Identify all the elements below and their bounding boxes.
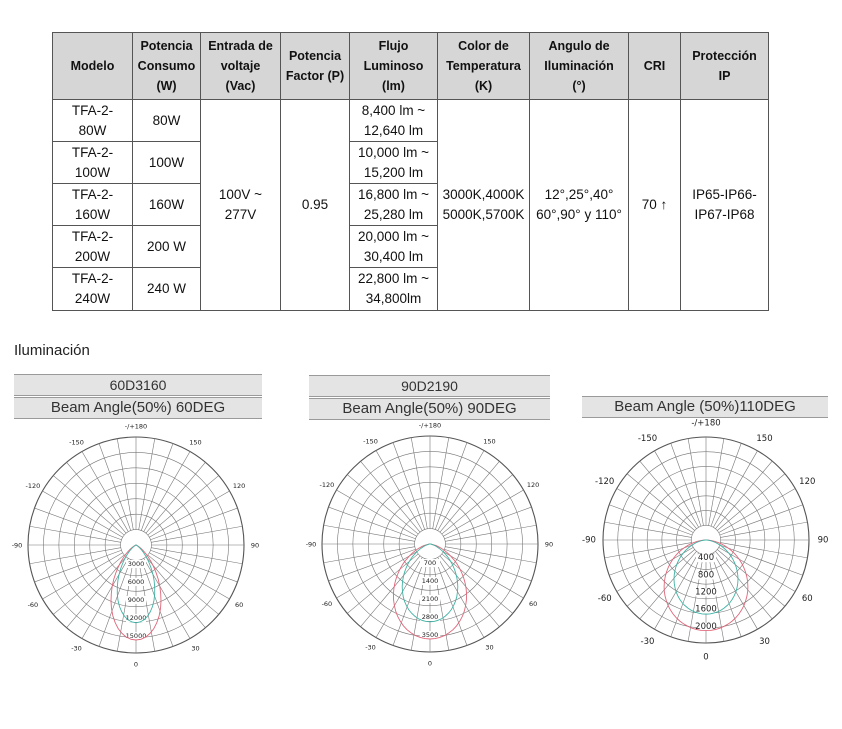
- radial-value-label: 15000: [125, 632, 147, 640]
- radial-value-label: 1400: [421, 577, 439, 585]
- grid-spoke: [717, 549, 785, 606]
- cell-voltage: 100V ~ 277V: [201, 100, 281, 311]
- angle-label: 90: [544, 540, 554, 549]
- grid-spoke: [640, 461, 697, 529]
- cell-power-factor: 0.95: [281, 100, 350, 311]
- angle-label: -150: [363, 437, 378, 446]
- cell-beam-angle: 12°,25°,40° 60°,90° y 110°: [530, 100, 629, 311]
- angle-label: 60: [528, 600, 538, 608]
- grid-spoke: [627, 474, 695, 531]
- angle-label: -120: [25, 482, 41, 490]
- cell-flux: 10,000 lm ~ 15,200 lm: [350, 142, 438, 184]
- cell-power: 160W: [133, 184, 201, 226]
- cell-power: 80W: [133, 100, 201, 142]
- beam-angle-label: Beam Angle(50%) 60DEG: [14, 397, 262, 419]
- cell-power: 100W: [133, 142, 201, 184]
- radial-value-label: 2100: [421, 595, 439, 603]
- radial-value-label: 400: [697, 553, 715, 564]
- header-color-temperatura: Color de Temperatura (K): [438, 33, 530, 100]
- cell-flux: 20,000 lm ~ 30,400 lm: [350, 226, 438, 268]
- grid-spoke: [717, 474, 785, 531]
- cell-ip: IP65-IP66- IP67-IP68: [681, 100, 769, 311]
- angle-label: -120: [319, 481, 335, 489]
- cell-model: TFA-2- 200W: [53, 226, 133, 268]
- angle-label: -/+180: [418, 421, 442, 430]
- angle-label: 150: [756, 434, 773, 445]
- angle-label: -/+180: [691, 418, 721, 429]
- angle-label: 150: [189, 438, 202, 447]
- grid-spoke: [640, 551, 697, 619]
- header-potencia-factor: Potencia Factor (P): [281, 33, 350, 100]
- cell-model: TFA-2- 100W: [53, 142, 133, 184]
- grid-spoke: [715, 461, 772, 529]
- radial-value-label: 6000: [127, 578, 145, 586]
- radial-value-label: 800: [697, 570, 715, 581]
- angle-label: 150: [483, 437, 496, 446]
- cell-model: TFA-2- 160W: [53, 184, 133, 226]
- header-cri: CRI: [629, 33, 681, 100]
- cell-flux: 22,800 lm ~ 34,800lm: [350, 268, 438, 311]
- grid-spoke: [715, 551, 772, 619]
- header-potencia-consumo: Potencia Consumo (W): [133, 33, 201, 100]
- angle-label: -90: [11, 541, 23, 550]
- angle-label: 0: [427, 659, 433, 668]
- header-proteccion-ip: Protección IP: [681, 33, 769, 100]
- cell-model: TFA-2- 80W: [53, 100, 133, 142]
- cell-flux: 16,800 lm ~ 25,280 lm: [350, 184, 438, 226]
- angle-label: -/+180: [124, 422, 148, 431]
- cell-power: 240 W: [133, 268, 201, 311]
- radial-value-label: 3000: [127, 560, 145, 568]
- angle-label: -30: [365, 643, 376, 652]
- radial-value-label: 2800: [421, 613, 439, 621]
- header-angulo-iluminacion: Angulo de Iluminación (°): [530, 33, 629, 100]
- header-modelo: Modelo: [53, 33, 133, 100]
- radial-value-label: 700: [423, 559, 437, 567]
- angle-label: 90: [250, 541, 260, 550]
- radial-value-label: 2000: [695, 621, 717, 632]
- angle-label: -60: [321, 600, 333, 608]
- cell-flux: 8,400 lm ~ 12,640 lm: [350, 100, 438, 142]
- radial-value-label: 9000: [127, 596, 145, 604]
- header-entrada-voltaje: Entrada de voltaje (Vac): [201, 33, 281, 100]
- angle-label: 60: [234, 601, 244, 609]
- radial-value-label: 12000: [125, 614, 147, 622]
- grid-spoke: [627, 549, 695, 606]
- angle-label: 120: [526, 481, 540, 489]
- diagram-code: 60D3160: [14, 374, 262, 396]
- radial-value-label: 1600: [695, 604, 717, 615]
- angle-label: -60: [597, 594, 612, 604]
- angle-label: -30: [640, 636, 655, 647]
- angle-label: 60: [801, 594, 813, 604]
- beam-angle-label: Beam Angle (50%)110DEG: [582, 396, 828, 418]
- cell-color-temp: 3000K,4000K 5000K,5700K: [438, 100, 530, 311]
- section-title: Iluminación: [14, 342, 90, 359]
- header-flujo-luminoso: Flujo Luminoso (lm): [350, 33, 438, 100]
- beam-angle-label: Beam Angle(50%) 90DEG: [309, 398, 550, 420]
- cell-power: 200 W: [133, 226, 201, 268]
- angle-label: 120: [232, 482, 246, 490]
- angle-label: 30: [759, 636, 770, 647]
- angle-label: 30: [485, 643, 494, 652]
- angle-label: -90: [582, 535, 596, 546]
- angle-label: 0: [133, 660, 139, 669]
- angle-label: -30: [71, 644, 82, 653]
- angle-label: 90: [817, 535, 829, 546]
- angle-label: -90: [305, 540, 317, 549]
- angle-label: -120: [595, 477, 615, 487]
- angle-label: 30: [191, 644, 200, 653]
- cell-cri: 70 ↑: [629, 100, 681, 311]
- diagram-code: 90D2190: [309, 375, 550, 397]
- angle-label: -150: [637, 434, 658, 445]
- radial-value-label: 3500: [421, 631, 439, 639]
- angle-label: -60: [27, 601, 39, 609]
- cell-model: TFA-2- 240W: [53, 268, 133, 311]
- angle-label: 0: [703, 652, 709, 663]
- radial-value-label: 1200: [695, 587, 717, 598]
- angle-label: 120: [799, 477, 816, 487]
- angle-label: -150: [69, 438, 84, 447]
